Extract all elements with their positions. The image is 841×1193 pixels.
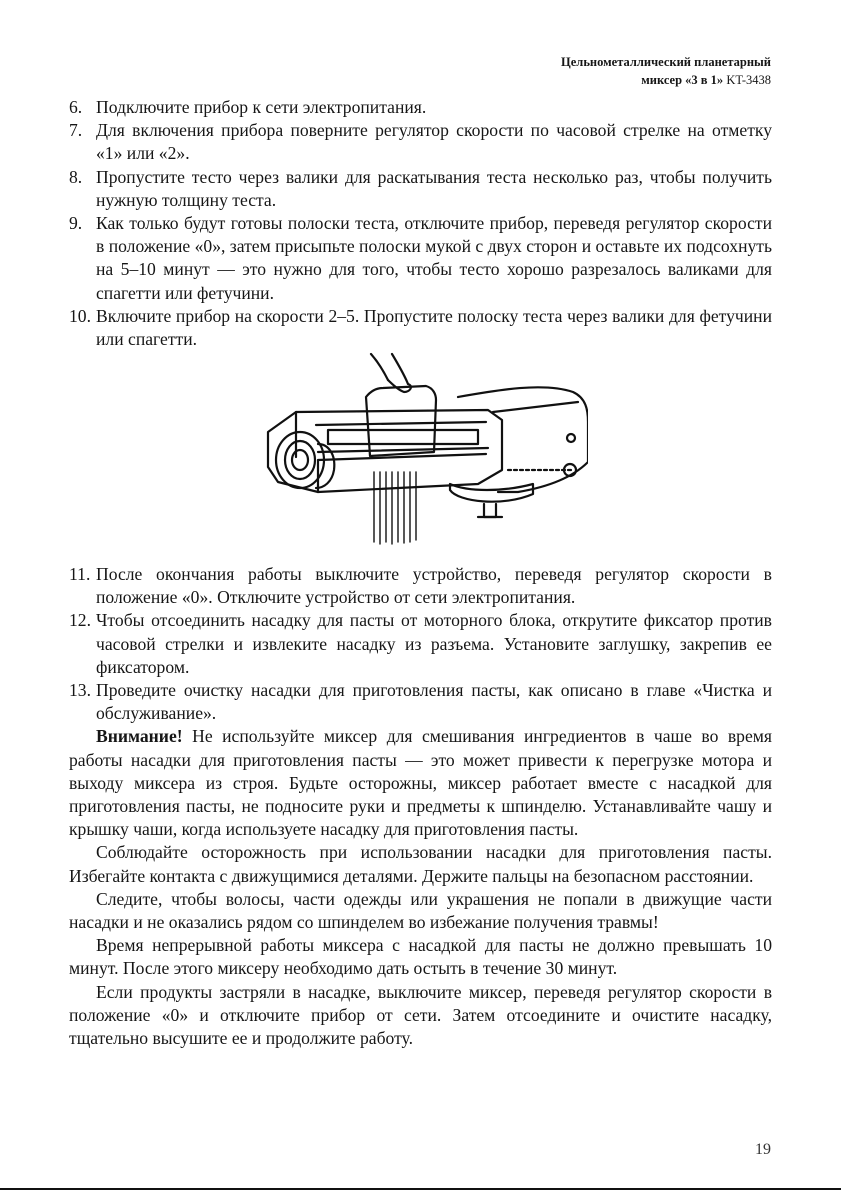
header-title-line2: миксер «3 в 1» [641,73,724,87]
header-title-line1: Цельнометаллический планетарный [561,55,771,69]
list-item [69,96,772,119]
body-paragraph: Время непрерывной работы миксера с насадкой для пасты не должно превышать 10 минут. После этого миксеру необходимо дать остыть в течение 30 минут. [69,935,772,979]
step-text: Включите прибор на скорости 2–5. Пропустите полоску теста через валики для фетучини или спагетти. [96,305,772,350]
list-item [69,166,772,212]
step-number: 10. [69,305,91,326]
list-item [69,212,772,305]
step-number: 13. [69,680,91,701]
page-number: 19 [755,1141,771,1158]
step-text: Подключите прибор к сети электропитания. [96,97,427,117]
warning-label: Внимание! [96,726,183,747]
bottom-rule [0,1188,841,1190]
list-item [69,119,772,165]
step-number: 12. [69,610,91,631]
warning-paragraph [69,725,772,841]
body-paragraph: Если продукты застряли в насадке, выключите миксер, переведя регулятор скорости в положение «0» и отключите прибор от сети. Затем отсоедините и очистите насадку, тщательно высушите ее и продолжите работу. [69,981,772,1049]
step-text: Чтобы отсоединить насадку для пасты от моторного блока, открутите фиксатор против часовой стрелки и извлеките насадку из разъема. Установите заглушку, закрепив ее фиксатором. [96,610,772,677]
body-paragraph: Соблюдайте осторожность при использовании насадки для приготовления пасты. Избегайте контакта с движущимися деталями. Держите пальцы на безопасном расстоянии. [69,842,772,886]
step-number: 8. [69,166,83,187]
step-number: 11. [69,564,91,584]
body-paragraph: Следите, чтобы волосы, части одежды или украшения не попали в движущие части насадки и не оказались рядом со шпинделем во избежание получения травмы! [69,888,772,933]
steps-bottom [69,563,772,1050]
step-number: 9. [69,213,83,234]
list-item [69,609,772,679]
warning-text: Не используйте миксер для смешивания ингредиентов в чаше во время работы насадки для приготовления пасты — это может привести к перегрузке мотора и выходу миксера из строя. Будьте осторожны, миксер работает вместе с насадкой для приготовления пасты, не подносите руки и предметы к шпинделю. Устанавливайте чашу и крышку чаши, когда используете насадку для приготовления пасты. [69,726,772,840]
list-item [69,563,772,609]
pasta-cutter-illustration-icon [258,352,588,554]
step-text: Пропустите тесто через валики для раскатывания теста несколько раз, чтобы получить нужную толщину теста. [96,166,772,210]
running-header [561,53,771,89]
step-number: 7. [69,120,83,141]
header-model: KT-3438 [726,73,771,87]
list-item [69,679,772,725]
step-text: Проведите очистку насадки для приготовления пасты, как описано в главе «Чистка и обслуживание». [96,680,772,724]
step-text: Для включения прибора поверните регулятор скорости по часовой стрелке на отметку «1» или «2». [96,120,772,164]
step-number: 6. [69,97,83,117]
steps-top [69,96,772,351]
list-item [69,305,772,351]
step-text: После окончания работы выключите устройство, переведя регулятор скорости в положение «0». Отключите устройство от сети электропитания. [96,564,772,608]
step-text: Как только будут готовы полоски теста, отключите прибор, переведя регулятор скорости в положение «0», затем присыпьте полоски мукой с двух сторон и оставьте их подсохнуть на 5–10 минут — это нужно для того, чтобы тесто хорошо разрезалось валиками для спагетти или фетучини. [96,213,773,303]
